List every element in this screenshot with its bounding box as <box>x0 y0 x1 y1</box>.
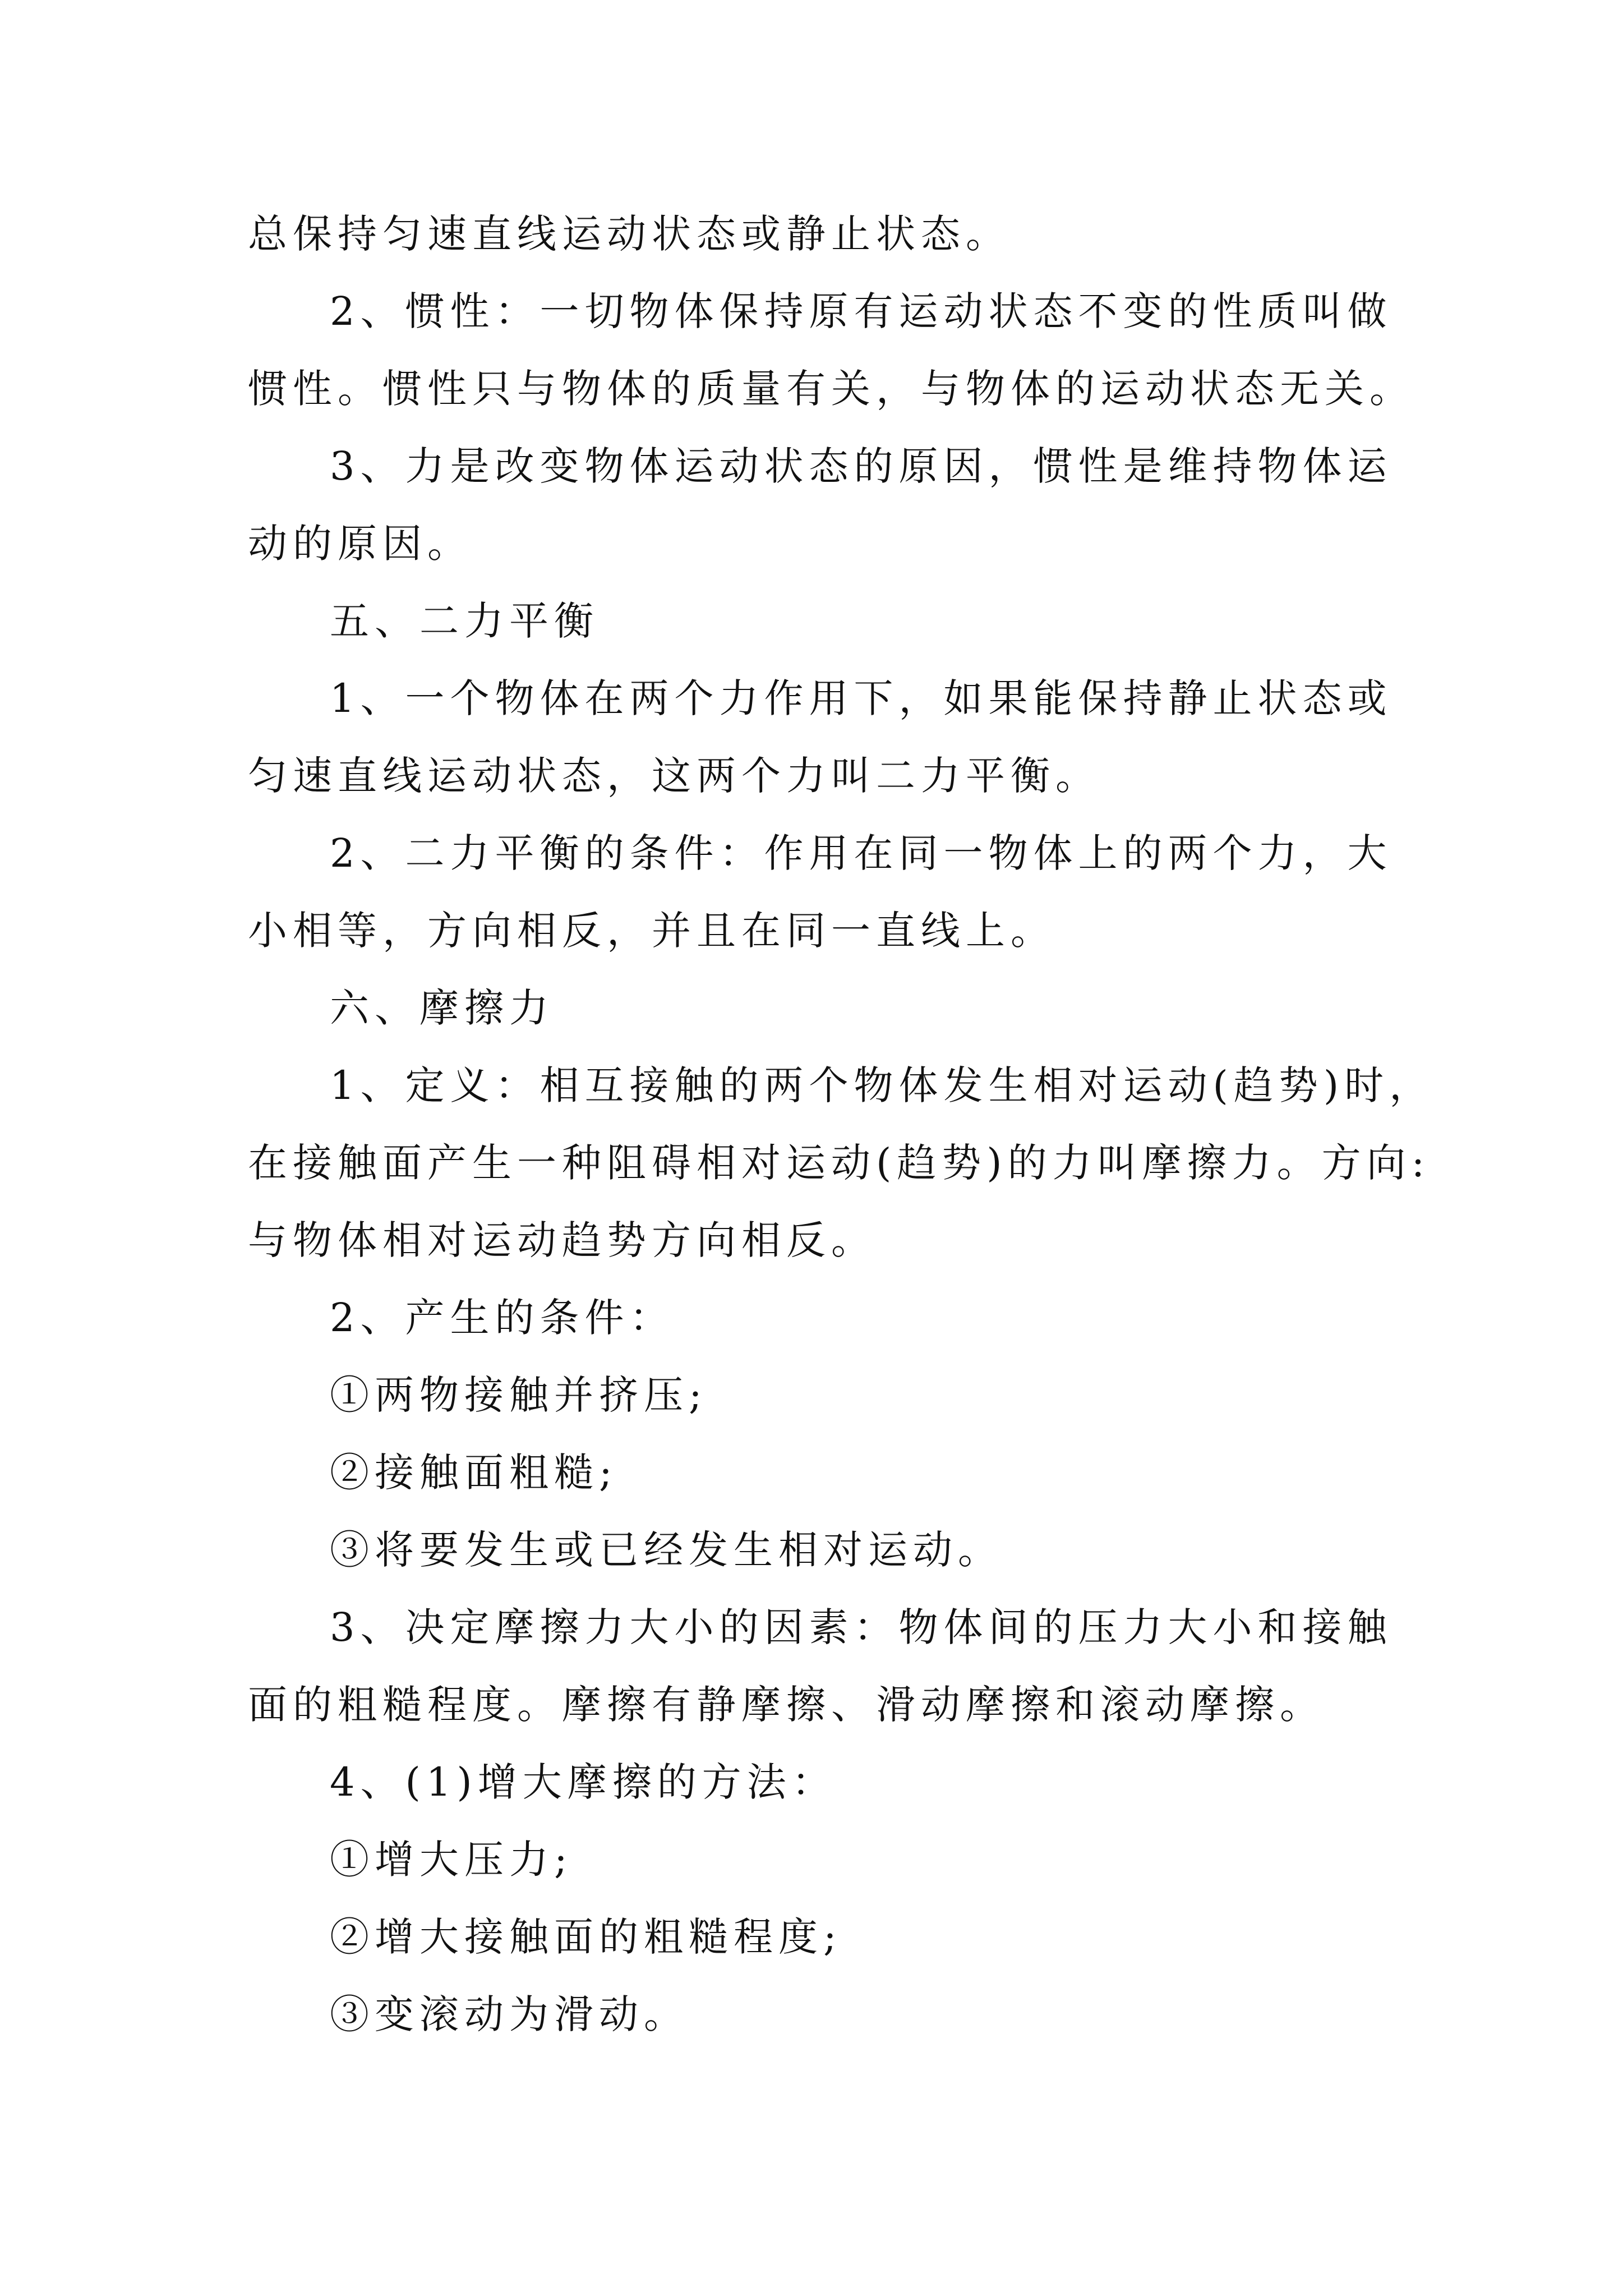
text-line: 2、惯性：一切物体保持原有运动状态不变的性质叫做 <box>330 288 1393 334</box>
text-line: 4、(1)增大摩擦的方法： <box>330 1759 837 1805</box>
text-line: 3、力是改变物体运动状态的原因，惯性是维持物体运 <box>330 443 1393 489</box>
text-line: 总保持匀速直线运动状态或静止状态。 <box>248 211 1011 257</box>
text-line: 惯性。惯性只与物体的质量有关，与物体的运动状态无关。 <box>248 366 1414 412</box>
text-line: 2、二力平衡的条件：作用在同一物体上的两个力，大 <box>330 830 1393 876</box>
text-line: ②增大接触面的粗糙程度; <box>330 1914 842 1960</box>
text-line: 在接触面产生一种阻碍相对运动(趋势)的力叫摩擦力。方向: <box>248 1140 1431 1186</box>
body-text <box>248 195 1437 2053</box>
text-line: 3、决定摩擦力大小的因素：物体间的压力大小和接触 <box>330 1604 1393 1650</box>
text-line: ①两物接触并挤压; <box>330 1372 708 1418</box>
text-line: ②接触面粗糙; <box>330 1450 618 1496</box>
text-line: 与物体相对运动趋势方向相反。 <box>248 1217 876 1263</box>
text-line: 1、定义：相互接触的两个物体发生相对运动(趋势)时， <box>330 1062 1435 1108</box>
text-line: 小相等，方向相反，并且在同一直线上。 <box>248 908 1055 954</box>
text-line: 1、一个物体在两个力作用下，如果能保持静止状态或 <box>330 675 1393 721</box>
text-line: 2、产生的条件： <box>330 1295 675 1341</box>
text-line: 匀速直线运动状态，这两个力叫二力平衡。 <box>248 753 1100 799</box>
text-line: 五、二力平衡 <box>330 598 599 644</box>
text-line: 六、摩擦力 <box>330 985 554 1031</box>
text-line: ③将要发生或已经发生相对运动。 <box>330 1527 1003 1573</box>
text-line: 动的原因。 <box>248 521 472 567</box>
text-line: 面的粗糙程度。摩擦有静摩擦、滑动摩擦和滚动摩擦。 <box>248 1682 1325 1728</box>
text-line: ③变滚动为滑动。 <box>330 1991 689 2037</box>
text-line: ①增大压力; <box>330 1837 573 1883</box>
